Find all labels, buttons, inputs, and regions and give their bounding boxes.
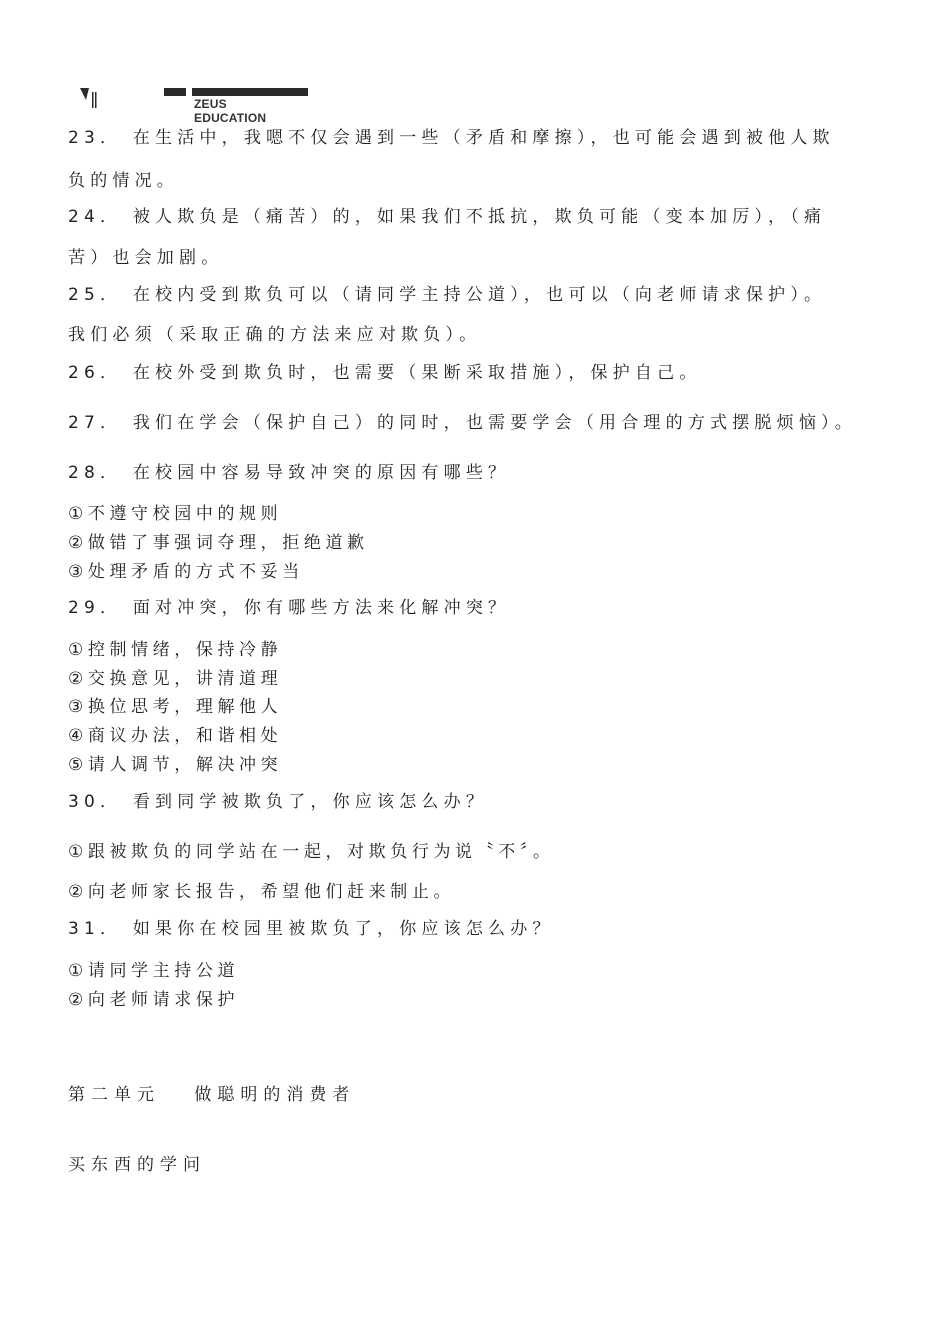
answer-30-item-2: ②向老师家长报告，希望他们赶来制止。 [68,882,456,902]
answer-29-item-2: ②交换意见，讲清道理 [68,669,283,689]
answer-28-item-3: ③处理矛盾的方式不妥当 [68,562,304,582]
paragraph-24-line-2: 苦）也会加剧。 [68,248,224,268]
paragraph-24-line-1: 24． 被人欺负是（痛苦）的，如果我们不抵抗，欺负可能（变本加厉），（痛 [68,207,827,227]
paragraph-25-line-1: 25． 在校内受到欺负可以（请同学主持公道），也可以（向老师请求保护）。 [68,285,827,305]
answer-31-item-1: ①请同学主持公道 [68,961,240,981]
answer-29-item-3: ③换位思考，理解他人 [68,697,283,717]
paragraph-26: 26． 在校外受到欺负时，也需要（果断采取措施），保护自己。 [68,363,702,383]
logo-mark-icon [78,86,100,108]
logo-text: ZEUS EDUCATION [194,97,267,125]
unit-heading: 第二单元 做聪明的消费者 [68,1085,356,1105]
answer-29-item-5: ⑤请人调节，解决冲突 [68,755,283,775]
section-heading: 买东西的学问 [68,1155,206,1175]
answer-29-item-1: ①控制情绪，保持冷静 [68,640,283,660]
zeus-education-logo [72,76,272,125]
logo-wordmark-band [192,88,308,96]
question-31: 31． 如果你在校园里被欺负了，你应该怎么办？ [68,919,555,939]
paragraph-25-line-2: 我们必须（采取正确的方法来应对欺负）。 [68,325,482,345]
paragraph-23-line-1: 23． 在生活中，我嗯不仅会遇到一些（矛盾和摩擦），也可能会遇到被他人欺 [68,128,835,148]
answer-30-item-1: ①跟被欺负的同学站在一起，对欺负行为说〝不〞。 [68,842,555,862]
answer-28-item-2: ②做错了事强词夺理，拒绝道歉 [68,533,369,553]
paragraph-27: 27． 我们在学会（保护自己）的同时，也需要学会（用合理的方式摆脱烦恼）。 [68,413,857,433]
answer-28-item-1: ①不遵守校园中的规则 [68,504,283,524]
question-30: 30． 看到同学被欺负了，你应该怎么办？ [68,792,489,812]
paragraph-23-line-2: 负的情况。 [68,171,179,191]
question-28: 28． 在校园中容易导致冲突的原因有哪些？ [68,463,511,483]
answer-29-item-4: ④商议办法，和谐相处 [68,726,283,746]
question-29: 29． 面对冲突，你有哪些方法来化解冲突？ [68,598,511,618]
answer-31-item-2: ②向老师请求保护 [68,990,240,1010]
